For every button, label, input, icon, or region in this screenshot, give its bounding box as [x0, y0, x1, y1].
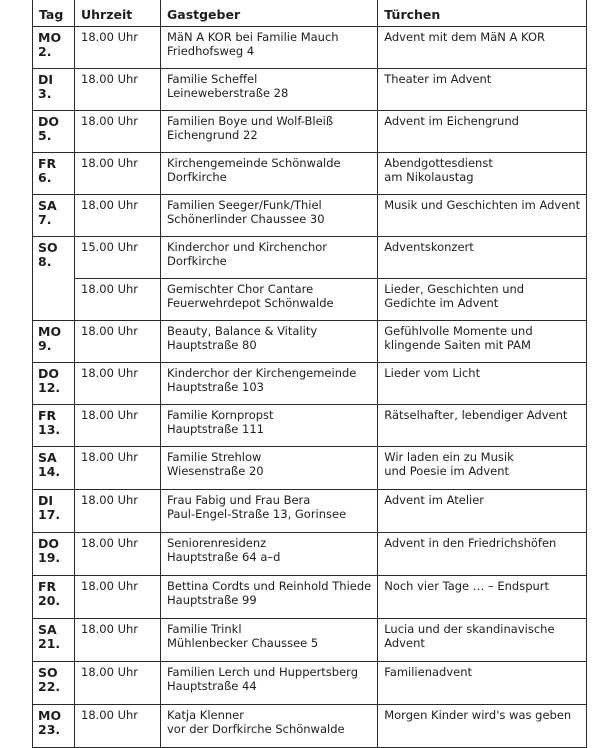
door-cell	[378, 237, 587, 279]
day-line: 5.	[38, 128, 52, 143]
door-line: am Nikolaustag	[384, 169, 474, 184]
host-line: Familien Lerch und Huppertsberg	[167, 665, 359, 679]
door-line: Advent mit dem MäN A KOR	[384, 30, 546, 44]
host-line: Kirchengemeinde Schönwalde	[167, 156, 341, 170]
door-line: klingende Saiten mit PAM	[384, 337, 531, 352]
table-row	[33, 533, 587, 576]
time-cell: 18.00 Uhr	[75, 153, 161, 195]
day-cell	[33, 619, 75, 662]
host-line: Hauptstraße 64 a–d	[167, 549, 281, 564]
day-line: 21.	[38, 636, 61, 651]
day-line: DO	[38, 114, 60, 129]
table-row	[33, 111, 587, 153]
day-line: 2.	[38, 44, 52, 59]
time-cell: 18.00 Uhr	[75, 111, 161, 153]
host-cell	[161, 153, 378, 195]
host-line: Seniorenresidenz	[167, 536, 267, 550]
door-cell	[378, 405, 587, 447]
time-cell: 18.00 Uhr	[75, 705, 161, 748]
day-line: SO	[38, 665, 58, 680]
host-line: Paul-Engel-Straße 13, Gorinsee	[167, 506, 347, 521]
time-cell: 18.00 Uhr	[75, 576, 161, 619]
table-row	[33, 69, 587, 111]
door-line: Familienadvent	[384, 665, 473, 679]
host-line: Schönerlinder Chaussee 30	[167, 211, 325, 226]
door-line: Gedichte im Advent	[384, 295, 499, 310]
time-cell: 18.00 Uhr	[75, 447, 161, 490]
day-cell	[33, 576, 75, 619]
day-line: SA	[38, 198, 57, 213]
door-cell	[378, 279, 587, 321]
day-line: 17.	[38, 507, 61, 522]
host-cell	[161, 111, 378, 153]
time-cell: 18.00 Uhr	[75, 69, 161, 111]
door-line: Lieder, Geschichten und	[384, 282, 525, 296]
host-line: Familie Kornpropst	[167, 408, 274, 422]
day-line: FR	[38, 156, 57, 171]
door-cell	[378, 447, 587, 490]
door-line: Lucia und der skandinavische	[384, 622, 555, 636]
host-line: Hauptstraße 111	[167, 421, 264, 436]
time-cell: 18.00 Uhr	[75, 490, 161, 533]
day-line: MO	[38, 30, 62, 45]
host-line: vor der Dorfkirche Schönwalde	[167, 721, 345, 736]
table-row	[33, 27, 587, 69]
host-line: Frau Fabig und Frau Bera	[167, 493, 311, 507]
day-cell	[33, 237, 75, 321]
table-row	[33, 576, 587, 619]
day-cell	[33, 447, 75, 490]
door-cell	[378, 363, 587, 405]
host-line: Katja Klenner	[167, 708, 244, 722]
door-line: Lieder vom Licht	[384, 366, 481, 380]
day-cell	[33, 490, 75, 533]
host-line: MäN A KOR bei Familie Mauch	[167, 30, 339, 44]
day-cell	[33, 321, 75, 363]
host-cell	[161, 237, 378, 279]
host-cell	[161, 662, 378, 705]
table-row	[33, 237, 587, 279]
day-line: 23.	[38, 722, 61, 737]
door-line: Noch vier Tage … – Endspurt	[384, 579, 550, 593]
time-cell: 18.00 Uhr	[75, 195, 161, 237]
day-line: 12.	[38, 380, 61, 395]
day-cell	[33, 195, 75, 237]
day-line: FR	[38, 579, 57, 594]
day-line: MO	[38, 708, 62, 723]
host-line: Mühlenbecker Chaussee 5	[167, 635, 319, 650]
day-line: DO	[38, 536, 60, 551]
day-cell	[33, 111, 75, 153]
time-cell: 18.00 Uhr	[75, 619, 161, 662]
table-row	[33, 153, 587, 195]
table-row	[33, 447, 587, 490]
host-line: Kinderchor der Kirchengemeinde	[167, 366, 357, 380]
host-cell	[161, 447, 378, 490]
door-cell	[378, 69, 587, 111]
day-line: 14.	[38, 464, 61, 479]
door-cell	[378, 111, 587, 153]
time-cell: 18.00 Uhr	[75, 321, 161, 363]
host-line: Feuerwehrdepot Schönwalde	[167, 295, 334, 310]
day-line: SA	[38, 622, 57, 637]
door-cell	[378, 705, 587, 748]
host-cell	[161, 195, 378, 237]
advent-schedule-table	[32, 0, 587, 748]
header-tuerchen: Türchen	[378, 0, 587, 27]
host-line: Eichengrund 22	[167, 127, 258, 142]
time-cell: 18.00 Uhr	[75, 533, 161, 576]
host-line: Hauptstraße 80	[167, 337, 257, 352]
host-cell	[161, 705, 378, 748]
time-cell: 15.00 Uhr	[75, 237, 161, 279]
host-line: Familien Boye und Wolf-Bleiß	[167, 114, 334, 128]
day-line: 8.	[38, 254, 52, 269]
day-line: 7.	[38, 212, 52, 227]
table-row	[33, 662, 587, 705]
day-cell	[33, 533, 75, 576]
host-line: Beauty, Balance & Vitality	[167, 324, 318, 338]
host-line: Kinderchor und Kirchenchor	[167, 240, 328, 254]
host-cell	[161, 619, 378, 662]
host-line: Friedhofsweg 4	[167, 43, 255, 58]
day-line: 19.	[38, 550, 61, 565]
host-cell	[161, 69, 378, 111]
day-line: 20.	[38, 593, 61, 608]
host-line: Wiesenstraße 20	[167, 463, 264, 478]
host-line: Hauptstraße 44	[167, 678, 257, 693]
day-line: DO	[38, 366, 60, 381]
day-cell	[33, 662, 75, 705]
host-line: Hauptstraße 103	[167, 379, 264, 394]
time-cell: 18.00 Uhr	[75, 27, 161, 69]
host-cell	[161, 363, 378, 405]
header-tag: Tag	[33, 0, 75, 27]
table-row	[33, 321, 587, 363]
door-line: Advent in den Friedrichshöfen	[384, 536, 557, 550]
door-line: Musik und Geschichten im Advent	[384, 198, 581, 212]
day-line: SA	[38, 450, 57, 465]
table-row	[33, 405, 587, 447]
door-line: Adventskonzert	[384, 240, 474, 254]
door-cell	[378, 662, 587, 705]
day-line: SO	[38, 240, 58, 255]
time-cell: 18.00 Uhr	[75, 279, 161, 321]
host-cell	[161, 321, 378, 363]
day-line: 6.	[38, 170, 52, 185]
day-line: 9.	[38, 338, 52, 353]
door-line: Advent	[384, 635, 425, 650]
day-line: DI	[38, 493, 54, 508]
host-line: Bettina Cordts und Reinhold Thiede	[167, 579, 372, 593]
door-cell	[378, 153, 587, 195]
day-cell	[33, 705, 75, 748]
table-row	[33, 619, 587, 662]
door-line: Advent im Eichengrund	[384, 114, 519, 128]
door-line: Advent im Atelier	[384, 493, 485, 507]
host-cell	[161, 27, 378, 69]
host-line: Familie Trinkl	[167, 622, 242, 636]
day-cell	[33, 27, 75, 69]
table-row	[33, 363, 587, 405]
door-cell	[378, 321, 587, 363]
host-cell	[161, 576, 378, 619]
table-row	[33, 490, 587, 533]
host-line: Dorfkirche	[167, 169, 227, 184]
day-line: 13.	[38, 422, 61, 437]
day-line: 3.	[38, 86, 52, 101]
door-cell	[378, 490, 587, 533]
table-row	[33, 279, 587, 321]
door-line: Morgen Kinder wird's was geben	[384, 708, 572, 722]
day-line: MO	[38, 324, 62, 339]
host-line: Dorfkirche	[167, 253, 227, 268]
table-row	[33, 195, 587, 237]
day-cell	[33, 153, 75, 195]
time-cell: 18.00 Uhr	[75, 363, 161, 405]
day-line: FR	[38, 408, 57, 423]
door-line: Wir laden ein zu Musik	[384, 450, 514, 464]
door-cell	[378, 619, 587, 662]
host-line: Familie Scheffel	[167, 72, 258, 86]
door-line: Theater im Advent	[384, 72, 492, 86]
host-line: Familien Seeger/Funk/Thiel	[167, 198, 322, 212]
host-cell	[161, 490, 378, 533]
host-cell	[161, 405, 378, 447]
door-cell	[378, 27, 587, 69]
time-cell: 18.00 Uhr	[75, 662, 161, 705]
host-cell	[161, 279, 378, 321]
door-cell	[378, 533, 587, 576]
day-cell	[33, 363, 75, 405]
day-line: DI	[38, 72, 54, 87]
host-line: Gemischter Chor Cantare	[167, 282, 314, 296]
host-cell	[161, 533, 378, 576]
door-line: Rätselhafter, lebendiger Advent	[384, 408, 568, 422]
day-cell	[33, 69, 75, 111]
day-cell	[33, 405, 75, 447]
door-line: Abendgottesdienst	[384, 156, 493, 170]
host-line: Familie Strehlow	[167, 450, 262, 464]
header-uhrzeit: Uhrzeit	[75, 0, 161, 27]
door-cell	[378, 576, 587, 619]
table-row	[33, 705, 587, 748]
host-line: Hauptstraße 99	[167, 592, 257, 607]
header-gastgeber: Gastgeber	[161, 0, 378, 27]
host-line: Leineweberstraße 28	[167, 85, 289, 100]
door-cell	[378, 195, 587, 237]
header-row	[33, 0, 587, 27]
door-line: Gefühlvolle Momente und	[384, 324, 533, 338]
time-cell: 18.00 Uhr	[75, 405, 161, 447]
door-line: und Poesie im Advent	[384, 463, 510, 478]
day-line: 22.	[38, 679, 61, 694]
